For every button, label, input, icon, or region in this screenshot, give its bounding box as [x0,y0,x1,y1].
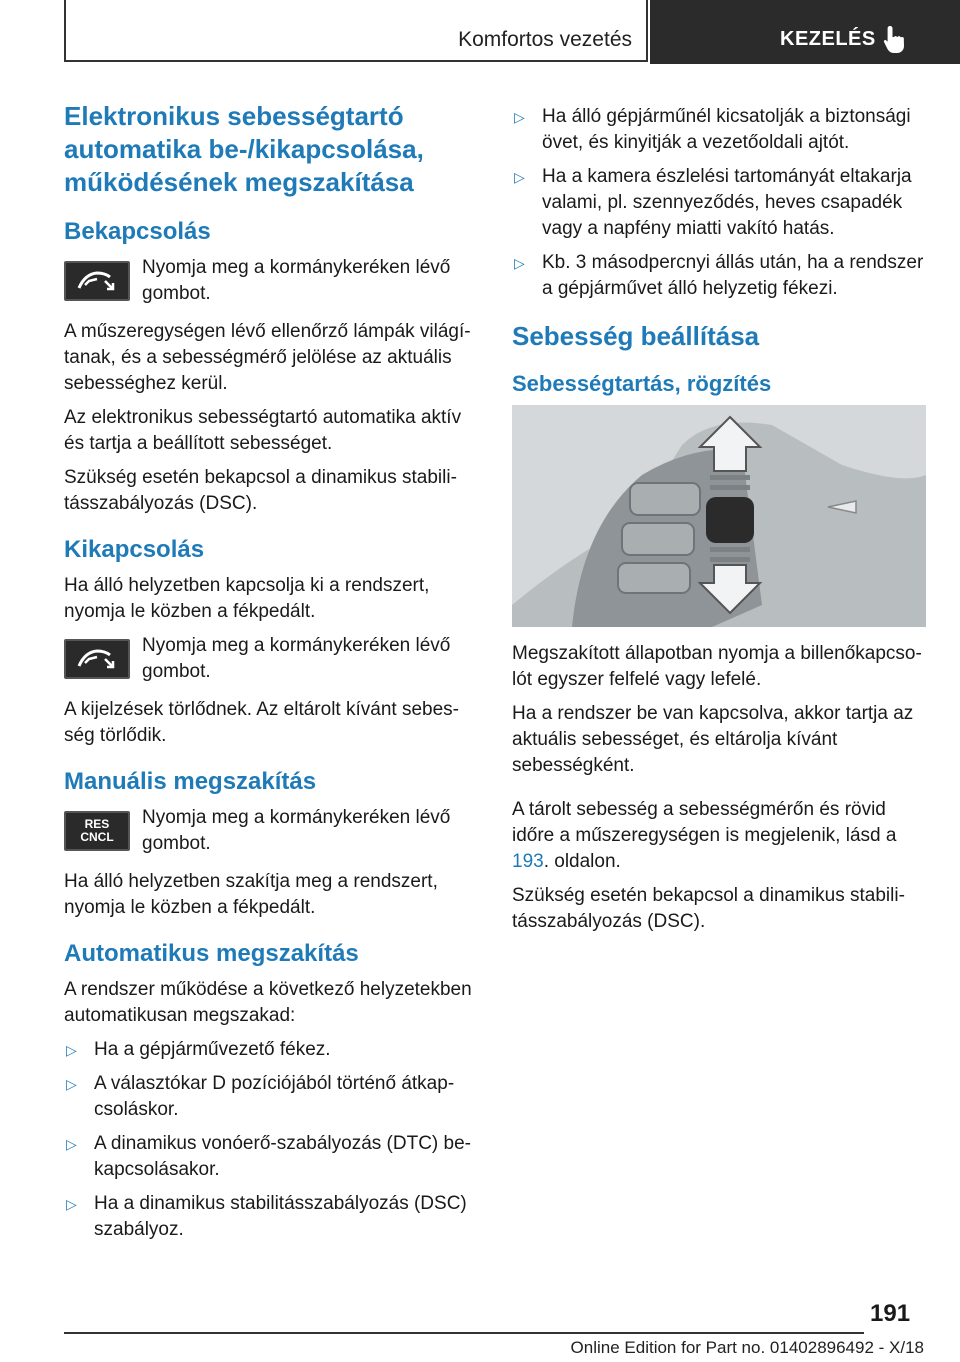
list-item: ▷ Kb. 3 másodpercnyi állás után, ha a rendszer a gépjárművet álló helyzetig fékezi. [512,250,926,302]
hand-pointer-icon [882,24,908,54]
on-icon-text: Nyomja meg a kormánykeréken lévő gombot. [142,257,451,304]
auto-bullet-list [64,1037,478,1243]
footer-divider [64,1332,864,1334]
heading-manual: Manuális megszakítás [64,768,317,795]
edition-footer: Online Edition for Part no. 01402896492 - X/18 [570,1338,924,1357]
steering-wheel-rocker-switch-photo [512,405,926,627]
cruise-control-icon [64,261,130,301]
header-section-box [64,0,648,62]
right-column [512,100,926,943]
cncl-label: CNCL [80,830,114,844]
heading-bekapcsolas: Bekapcsolás [64,218,211,245]
off-paragraph-1: Ha álló helyzetben kapcsolja ki a rendszert, nyomja le közben a fékpedált. [64,575,430,622]
heading-auto: Automatikus megszakítás [64,940,359,967]
off-icon-text: Nyomja meg a kormánykeréken lévő gombot. [142,635,451,682]
p3-text-after: . oldalon. [543,851,621,872]
off-paragraph-2: A kijelzések törlődnek. Az eltárolt kívánt sebesség törlődik. [64,699,459,746]
heading-speed: Sebesség beállítása [512,321,760,351]
heading-kikapcsolas: Kikapcsolás [64,536,205,563]
speed-paragraph-2: Ha a rendszer be van kapcsolva, akkor tartja az aktuális sebességet, és eltárolja kívánt sebességként. [512,703,914,776]
speed-paragraph-1: Megszakított állapotban nyomja a billenőkapcsolót egyszer felfelé vagy lefelé. [512,643,922,690]
cruise-control-icon [64,639,130,679]
chapter-title: KEZELÉS [780,28,876,50]
manual-icon-row [64,805,478,857]
p3-text-before: A tárolt sebesség a sebességmérőn és rövid időre a műszeregységen is megjelenik, lásd a [512,799,897,846]
on-paragraph-1: A műszeregységen lévő ellenőrző lámpák világítanak, és a sebességmérő jelölése az aktuális sebességhez kerül. [64,321,471,394]
list-item: ▷ Ha a dinamikus stabilitásszabályozás (DSC) szabályoz. [64,1191,478,1243]
speed-paragraph-4: Szükség esetén bekapcsol a dinamikus stabilitásszabályozás (DSC). [512,885,905,932]
list-item: ▷ Ha a gépjárművezető fékez. [64,1037,478,1063]
main-heading: Elektronikus sebességtartó automatika be-/kikapcsolása, működésének megszakítása [64,101,424,197]
res-label: RES [84,817,110,831]
manual-icon-text: Nyomja meg a kormánykeréken lévő gombot. [142,807,451,854]
speed-paragraph-3 [512,797,926,875]
res-cncl-button-icon [64,811,130,851]
on-icon-row [64,255,478,307]
auto-bullet-list-continued [512,104,926,302]
on-paragraph-3: Szükség esetén bekapcsol a dinamikus stabilitásszabályozás (DSC). [64,467,457,514]
on-paragraph-2: Az elektronikus sebességtartó automatika aktív és tartja a beállított sebességet. [64,407,462,454]
chapter-tab [650,0,960,64]
left-column [64,100,478,1253]
manual-paragraph-1: Ha álló helyzetben szakítja meg a rendszert, nyomja le közben a fékpedált. [64,871,438,918]
list-item: ▷ A dinamikus vonóerő-szabályozás (DTC) bekapcsolásakor. [64,1131,478,1183]
list-item: ▷ Ha álló gépjárműnél kicsatolják a biztonsági övet, és kinyitják a vezetőoldali ajtót. [512,104,926,156]
list-item: ▷ Ha a kamera észlelési tartományát eltakarja valami, pl. szennyeződés, heves csapadék vagy a napfény miatti vakító hatás. [512,164,926,242]
heading-speed-hold: Sebességtartás, rögzítés [512,371,772,396]
page-number: 191 [870,1300,911,1327]
page-link-193[interactable]: 193 [512,851,544,872]
section-title: Komfortos vezetés [458,28,632,51]
list-item: ▷ A választókar D pozíciójából történő átkapcsoláskor. [64,1071,478,1123]
off-icon-row [64,633,478,685]
auto-paragraph-1: A rendszer működése a következő helyzetekben automatikusan megszakad: [64,979,472,1026]
page-header [64,0,960,64]
